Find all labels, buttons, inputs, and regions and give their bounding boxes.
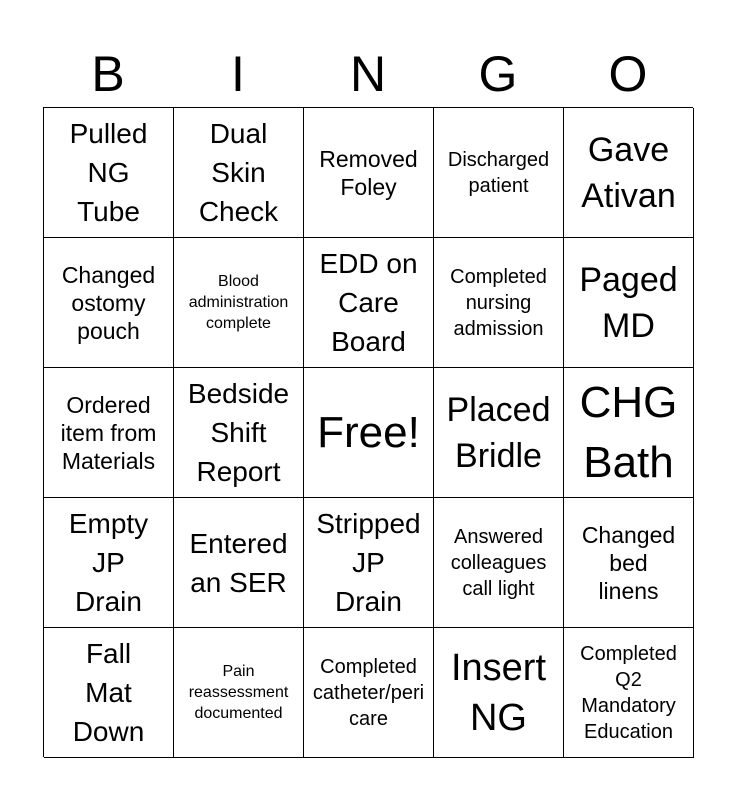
bingo-cell[interactable]: Blood administration complete [174,238,304,368]
bingo-cell[interactable]: Stripped JP Drain [304,498,434,628]
bingo-cell[interactable]: Bedside Shift Report [174,368,304,498]
bingo-cell[interactable]: Changed ostomy pouch [44,238,174,368]
header-letter-b: B [91,46,125,102]
bingo-cell[interactable]: Dual Skin Check [174,108,304,238]
bingo-cell[interactable]: Placed Bridle [434,368,564,498]
header-letter-o: O [608,46,648,102]
bingo-cell[interactable]: Answered colleagues call light [434,498,564,628]
header-letter-i: I [231,46,245,102]
bingo-cell[interactable]: Completed nursing admission [434,238,564,368]
bingo-cell[interactable]: Completed Q2 Mandatory Education [564,628,694,758]
bingo-cell[interactable]: Insert NG [434,628,564,758]
bingo-cell[interactable]: Removed Foley [304,108,434,238]
header-letter-g: G [478,46,518,102]
bingo-cell[interactable]: Ordered item from Materials [44,368,174,498]
bingo-header [43,40,693,108]
bingo-card-grid [43,107,693,757]
bingo-cell[interactable]: Paged MD [564,238,694,368]
bingo-cell[interactable]: CHG Bath [564,368,694,498]
bingo-cell[interactable]: Completed catheter/peri care [304,628,434,758]
bingo-cell[interactable]: Changed bed linens [564,498,694,628]
header-letter-n: N [349,46,387,102]
bingo-cell[interactable]: Discharged patient [434,108,564,238]
bingo-cell[interactable]: Pulled NG Tube [44,108,174,238]
bingo-cell[interactable]: Fall Mat Down [44,628,174,758]
free-space-cell[interactable]: Free! [304,368,434,498]
bingo-cell[interactable]: Empty JP Drain [44,498,174,628]
bingo-cell[interactable]: Entered an SER [174,498,304,628]
bingo-cell[interactable]: Pain reassessment documented [174,628,304,758]
bingo-cell[interactable]: EDD on Care Board [304,238,434,368]
bingo-cell[interactable]: Gave Ativan [564,108,694,238]
